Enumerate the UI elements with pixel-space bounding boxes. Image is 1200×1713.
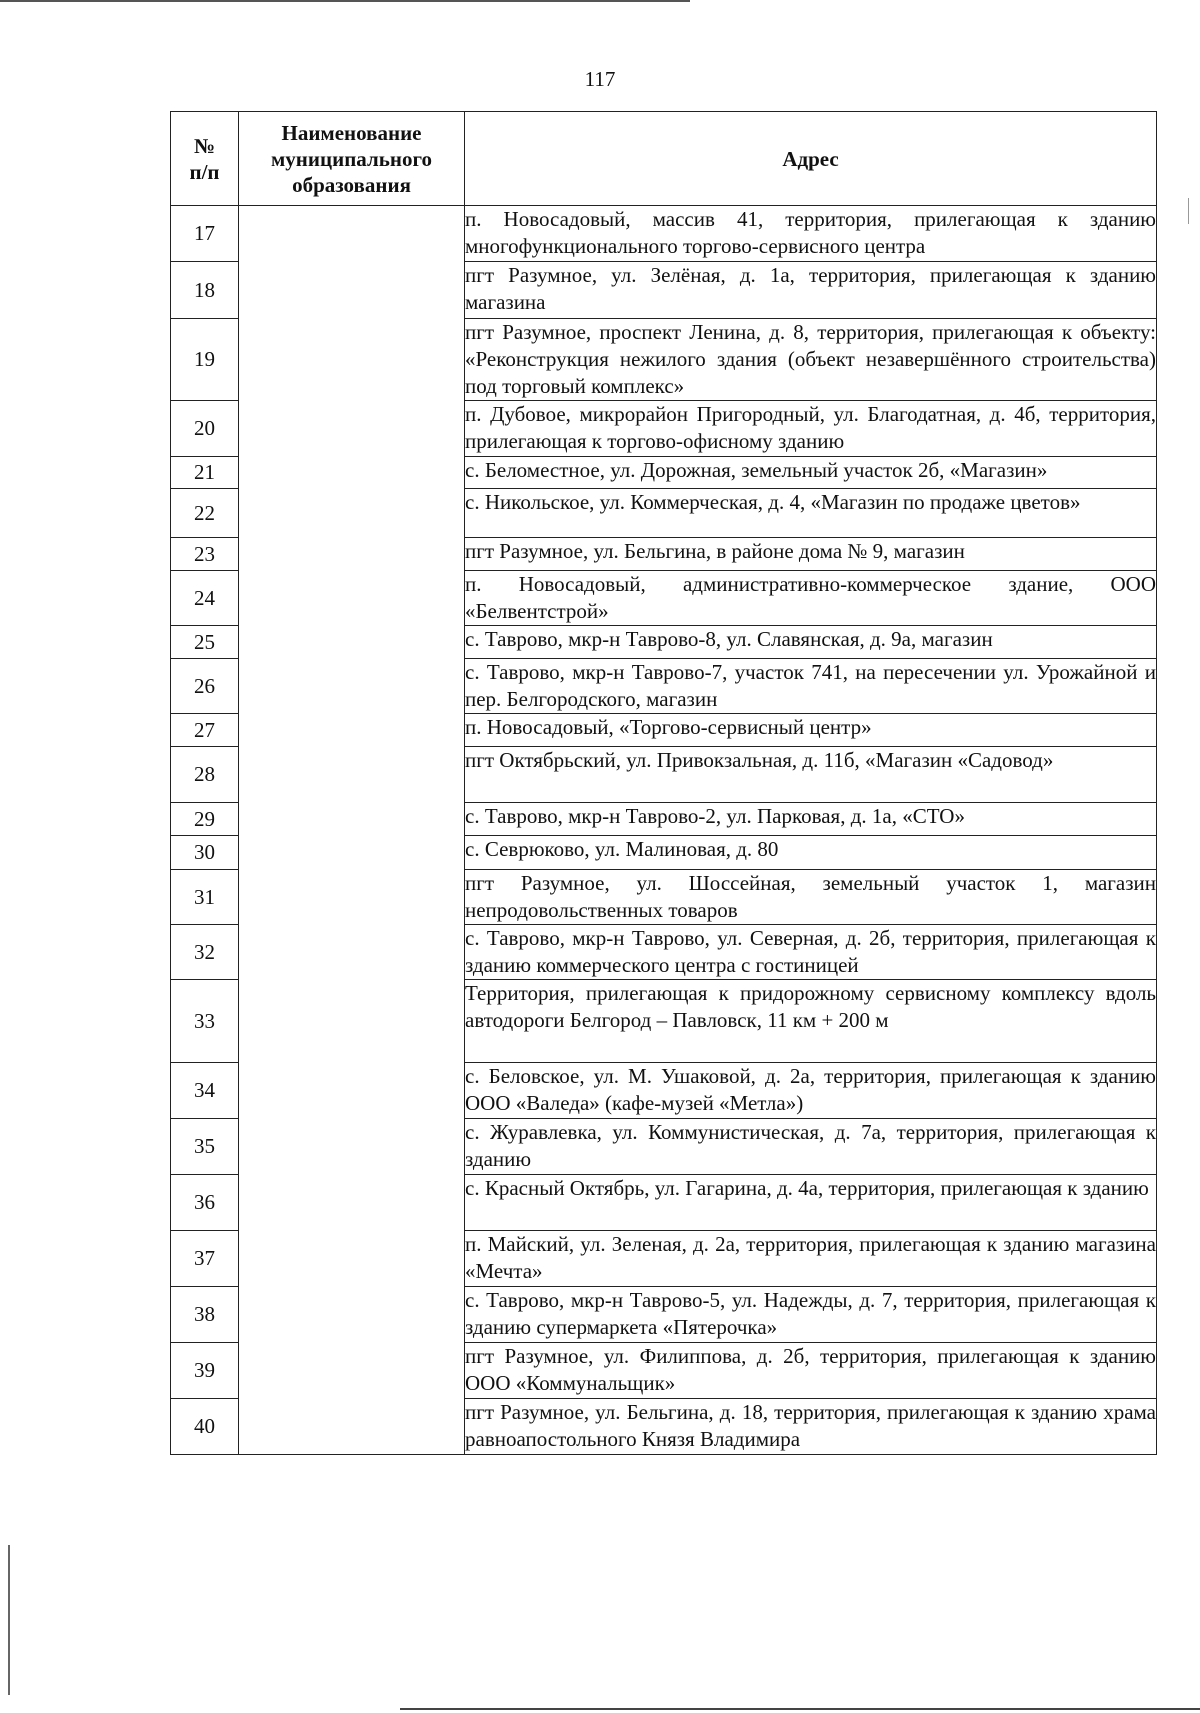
scan-edge-line-top [0, 0, 690, 2]
row-number: 24 [171, 571, 239, 626]
row-address: пгт Разумное, ул. Бельгина, в районе дома № 9, магазин [465, 538, 1157, 571]
row-address: с. Таврово, мкр-н Таврово-2, ул. Парковая, д. 1а, «СТО» [465, 803, 1157, 836]
row-number: 32 [171, 925, 239, 980]
row-number: 17 [171, 206, 239, 262]
row-number: 35 [171, 1119, 239, 1175]
row-number: 20 [171, 401, 239, 457]
row-number: 21 [171, 457, 239, 489]
row-number: 31 [171, 870, 239, 925]
row-address: пгт Разумное, ул. Бельгина, д. 18, территория, прилегающая к зданию храма равноапостольного Князя Владимира [465, 1399, 1157, 1455]
header-address: Адрес [465, 112, 1157, 206]
row-number: 37 [171, 1231, 239, 1287]
row-address: с. Никольское, ул. Коммерческая, д. 4, «Магазин по продаже цветов» [465, 489, 1157, 538]
row-number: 26 [171, 659, 239, 714]
table-row [171, 206, 1157, 262]
row-address: с. Беломестное, ул. Дорожная, земельный участок 2б, «Магазин» [465, 457, 1157, 489]
row-address: пгт Разумное, ул. Шоссейная, земельный участок 1, магазин непродовольственных товаров [465, 870, 1157, 925]
row-number: 40 [171, 1399, 239, 1455]
address-table [170, 111, 1157, 1455]
row-number: 22 [171, 489, 239, 538]
municipality-name-cell [239, 206, 465, 1455]
row-address: Территория, прилегающая к придорожному сервисному комплексу вдоль автодороги Белгород – Павловск, 11 км + 200 м [465, 980, 1157, 1063]
row-address: с. Таврово, мкр-н Таврово, ул. Северная, д. 2б, территория, прилегающая к зданию коммерческого центра с гостиницей [465, 925, 1157, 980]
row-address: п. Новосадовый, массив 41, территория, прилегающая к зданию многофункционального торгово-сервисного центра [465, 206, 1157, 262]
row-address: с. Беловское, ул. М. Ушаковой, д. 2а, территория, прилегающая к зданию ООО «Валеда» (кафе-музей «Метла») [465, 1063, 1157, 1119]
row-address: с. Журавлевка, ул. Коммунистическая, д. 7а, территория, прилегающая к зданию [465, 1119, 1157, 1175]
page-number: 117 [584, 67, 616, 91]
row-address: пгт Октябрьский, ул. Привокзальная, д. 11б, «Магазин «Садовод» [465, 747, 1157, 803]
row-address: п. Новосадовый, «Торгово-сервисный центр» [465, 714, 1157, 747]
row-address: пгт Разумное, ул. Зелёная, д. 1а, территория, прилегающая к зданию магазина [465, 262, 1157, 319]
row-number: 39 [171, 1343, 239, 1399]
row-number: 23 [171, 538, 239, 571]
row-number: 18 [171, 262, 239, 319]
row-number: 30 [171, 836, 239, 870]
row-address: с. Севрюково, ул. Малиновая, д. 80 [465, 836, 1157, 870]
row-address: пгт Разумное, проспект Ленина, д. 8, территория, прилегающая к объекту: «Реконструкция нежилого здания (объект незавершённого строительства) под торговый комплекс» [465, 319, 1157, 401]
row-number: 38 [171, 1287, 239, 1343]
row-address: с. Таврово, мкр-н Таврово-7, участок 741, на пересечении ул. Урожайной и пер. Белгородского, магазин [465, 659, 1157, 714]
row-number: 28 [171, 747, 239, 803]
row-number: 19 [171, 319, 239, 401]
scan-mark-left [8, 1545, 10, 1695]
table-body [171, 206, 1157, 1455]
row-number: 25 [171, 626, 239, 659]
header-municipality-name: Наименование муниципального образования [239, 112, 465, 206]
row-number: 33 [171, 980, 239, 1063]
header-num-label: № п/п [189, 133, 220, 184]
row-address: с. Таврово, мкр-н Таврово-8, ул. Славянская, д. 9а, магазин [465, 626, 1157, 659]
row-address: п. Новосадовый, административно-коммерческое здание, ООО «Белвентстрой» [465, 571, 1157, 626]
table-header-row [171, 112, 1157, 206]
row-number: 27 [171, 714, 239, 747]
row-address: п. Майский, ул. Зеленая, д. 2а, территория, прилегающая к зданию магазина «Мечта» [465, 1231, 1157, 1287]
row-address: с. Красный Октябрь, ул. Гагарина, д. 4а, территория, прилегающая к зданию [465, 1175, 1157, 1231]
row-address: с. Таврово, мкр-н Таврово-5, ул. Надежды, д. 7, территория, прилегающая к зданию супермаркета «Пятерочка» [465, 1287, 1157, 1343]
row-number: 34 [171, 1063, 239, 1119]
row-address: пгт Разумное, ул. Филиппова, д. 2б, территория, прилегающая к зданию ООО «Коммунальщик» [465, 1343, 1157, 1399]
row-number: 36 [171, 1175, 239, 1231]
row-number: 29 [171, 803, 239, 836]
header-num [171, 112, 239, 206]
scan-edge-line-bottom [400, 1708, 1200, 1710]
row-address: п. Дубовое, микрорайон Пригородный, ул. Благодатная, д. 4б, территория, прилегающая к торгово-офисному зданию [465, 401, 1157, 457]
scan-mark-right [1188, 198, 1189, 224]
